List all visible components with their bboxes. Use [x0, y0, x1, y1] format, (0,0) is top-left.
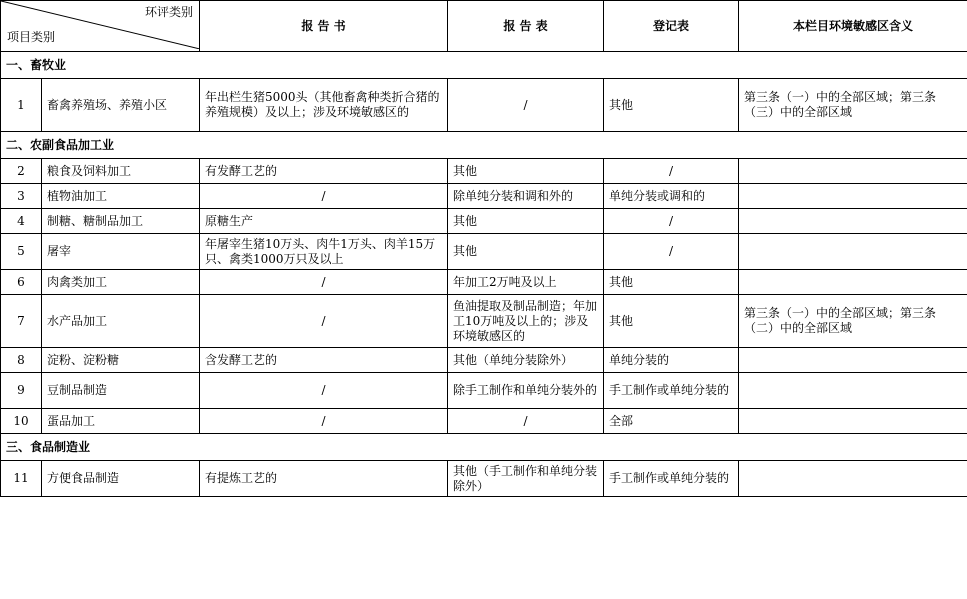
table-row [1, 209, 967, 234]
sensitive-area-cell [739, 409, 967, 434]
report-book-cell: / [200, 270, 448, 295]
table-row [1, 79, 967, 132]
report-book-cell: / [200, 373, 448, 409]
sensitive-area-cell [739, 270, 967, 295]
row-number: 8 [1, 348, 42, 373]
report-form-cell: 鱼油提取及制品制造；年加工10万吨及以上的；涉及环境敏感区的 [448, 295, 604, 348]
table-row [1, 373, 967, 409]
sensitive-area-cell [739, 373, 967, 409]
report-form-cell: 除单纯分装和调和外的 [448, 184, 604, 209]
row-number: 4 [1, 209, 42, 234]
table-row [1, 270, 967, 295]
project-name: 畜禽养殖场、养殖小区 [42, 79, 200, 132]
row-number: 3 [1, 184, 42, 209]
report-form-cell: / [448, 79, 604, 132]
report-form-cell: 其他 [448, 234, 604, 270]
sensitive-area-cell [739, 348, 967, 373]
row-number: 5 [1, 234, 42, 270]
report-form-cell: 其他（手工制作和单纯分装除外） [448, 461, 604, 497]
register-cell: 其他 [604, 270, 739, 295]
section-row [1, 52, 967, 79]
report-form-cell: 其他（单纯分装除外） [448, 348, 604, 373]
col-header-report-book: 报 告 书 [200, 1, 448, 52]
table-row [1, 295, 967, 348]
table-row [1, 159, 967, 184]
diagonal-header-cell [1, 1, 200, 52]
project-name: 粮食及饲料加工 [42, 159, 200, 184]
report-form-cell: 除手工制作和单纯分装外的 [448, 373, 604, 409]
row-number: 10 [1, 409, 42, 434]
register-cell: / [604, 209, 739, 234]
report-form-cell: 其他 [448, 209, 604, 234]
register-cell: 单纯分装或调和的 [604, 184, 739, 209]
sensitive-area-cell [739, 159, 967, 184]
register-cell: 手工制作或单纯分装的 [604, 373, 739, 409]
report-form-cell: 其他 [448, 159, 604, 184]
col-header-sensitive-area: 本栏目环境敏感区含义 [739, 1, 967, 52]
row-number: 6 [1, 270, 42, 295]
col-header-report-form: 报 告 表 [448, 1, 604, 52]
register-cell: 全部 [604, 409, 739, 434]
report-form-cell: 年加工2万吨及以上 [448, 270, 604, 295]
table-row [1, 461, 967, 497]
register-cell: 单纯分装的 [604, 348, 739, 373]
section-title: 一、畜牧业 [1, 52, 967, 79]
table-row [1, 348, 967, 373]
report-book-cell: / [200, 184, 448, 209]
corner-label-eia-category: 环评类别 [144, 5, 193, 19]
sensitive-area-cell [739, 184, 967, 209]
project-name: 水产品加工 [42, 295, 200, 348]
table-row [1, 234, 967, 270]
row-number: 9 [1, 373, 42, 409]
project-name: 肉禽类加工 [42, 270, 200, 295]
project-name: 屠宰 [42, 234, 200, 270]
row-number: 7 [1, 295, 42, 348]
report-book-cell: 年屠宰生猪10万头、肉牛1万头、肉羊15万只、禽类1000万只及以上 [200, 234, 448, 270]
table-row [1, 409, 967, 434]
project-name: 淀粉、淀粉糖 [42, 348, 200, 373]
sensitive-area-cell [739, 209, 967, 234]
report-book-cell: 含发酵工艺的 [200, 348, 448, 373]
project-name: 蛋品加工 [42, 409, 200, 434]
register-cell: 其他 [604, 295, 739, 348]
table-header-row [1, 1, 967, 52]
report-book-cell: 有提炼工艺的 [200, 461, 448, 497]
row-number: 2 [1, 159, 42, 184]
report-book-cell: 年出栏生猪5000头（其他畜禽种类折合猪的养殖规模）及以上；涉及环境敏感区的 [200, 79, 448, 132]
project-name: 植物油加工 [42, 184, 200, 209]
project-name: 方便食品制造 [42, 461, 200, 497]
sensitive-area-cell [739, 461, 967, 497]
col-header-register: 登记表 [604, 1, 739, 52]
sensitive-area-cell [739, 234, 967, 270]
report-book-cell: 原糖生产 [200, 209, 448, 234]
row-number: 11 [1, 461, 42, 497]
section-row [1, 434, 967, 461]
register-cell: 手工制作或单纯分装的 [604, 461, 739, 497]
project-name: 豆制品制造 [42, 373, 200, 409]
register-cell: / [604, 159, 739, 184]
project-name: 制糖、糖制品加工 [42, 209, 200, 234]
register-cell: 其他 [604, 79, 739, 132]
section-title: 三、食品制造业 [1, 434, 967, 461]
sensitive-area-cell: 第三条（一）中的全部区域；第三条（二）中的全部区域 [739, 295, 967, 348]
table-row [1, 184, 967, 209]
section-row [1, 132, 967, 159]
row-number: 1 [1, 79, 42, 132]
register-cell: / [604, 234, 739, 270]
report-book-cell: 有发酵工艺的 [200, 159, 448, 184]
report-book-cell: / [200, 295, 448, 348]
sensitive-area-cell: 第三条（一）中的全部区域；第三条（三）中的全部区域 [739, 79, 967, 132]
report-book-cell: / [200, 409, 448, 434]
report-form-cell: / [448, 409, 604, 434]
section-title: 二、农副食品加工业 [1, 132, 967, 159]
corner-label-project-category: 项目类别 [7, 30, 56, 44]
